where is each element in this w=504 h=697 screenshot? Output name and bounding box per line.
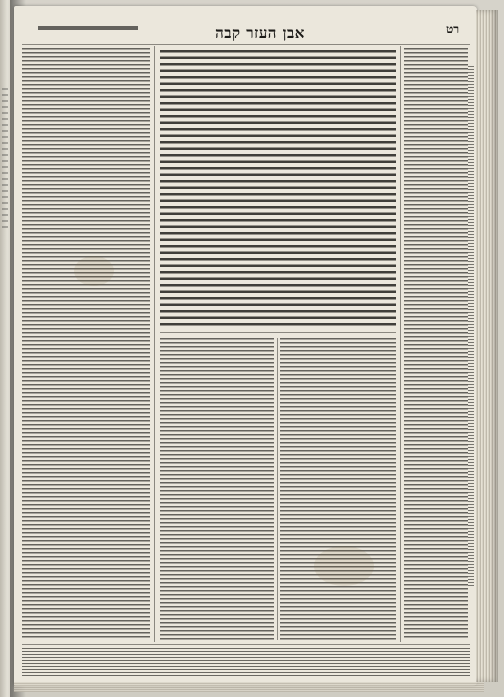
footnotes — [22, 648, 470, 678]
lower-commentary-right — [280, 338, 396, 640]
left-commentary-column — [22, 48, 150, 640]
paper-stain — [314, 546, 374, 586]
right-commentary-column — [404, 48, 468, 640]
paper-stain — [74, 256, 114, 286]
main-text-block — [160, 50, 396, 328]
main-text-divider — [160, 332, 396, 333]
right-column-divider — [400, 46, 401, 642]
page-number: רט — [446, 22, 460, 36]
left-header-line — [38, 26, 138, 30]
page-edges — [476, 10, 498, 682]
running-title: אבן העזר קבה — [215, 24, 305, 42]
bottom-page-edges — [14, 682, 484, 692]
lower-column-divider — [277, 338, 278, 640]
left-page-text-fragment — [2, 88, 8, 228]
lower-commentary-left — [160, 338, 274, 640]
book-page — [14, 6, 477, 686]
footnote-rule — [22, 644, 470, 645]
margin-note — [468, 66, 474, 586]
header-rule — [22, 44, 470, 45]
left-column-divider — [154, 46, 155, 642]
